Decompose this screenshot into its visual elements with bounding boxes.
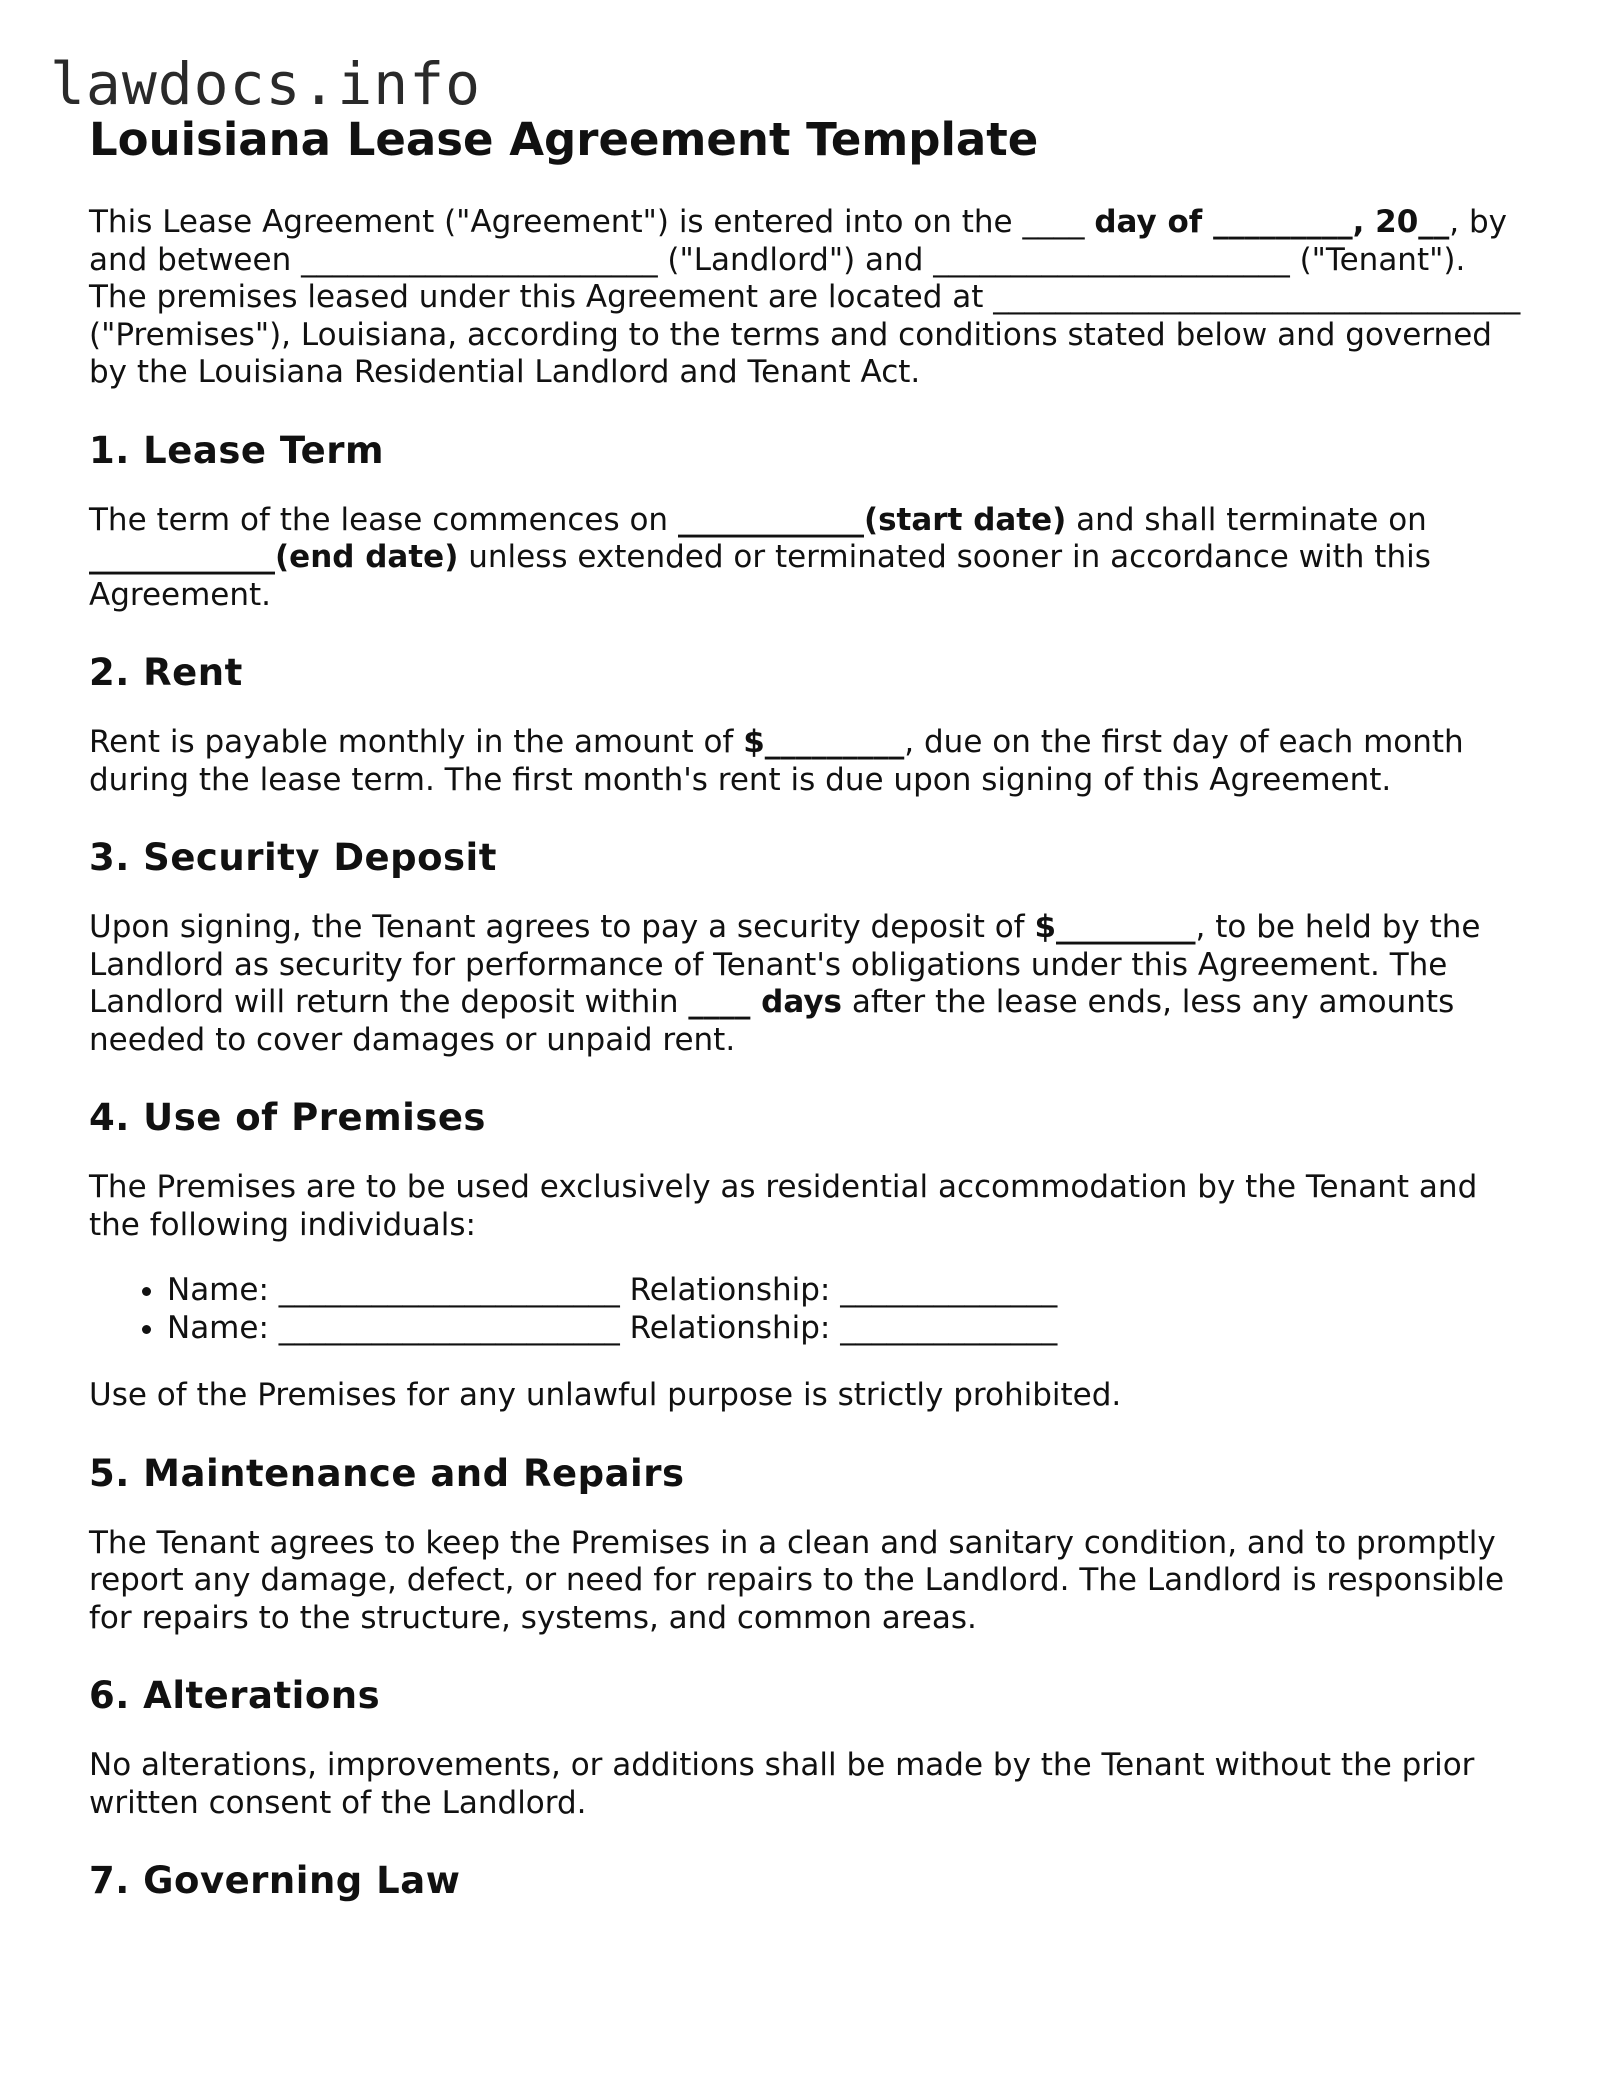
rent-text-2: , due on the first day of each month during the lease term. The first month's rent is due upon signing of this Agreement. bbox=[89, 724, 1464, 798]
occupant-list bbox=[89, 1272, 1529, 1347]
deposit-paragraph bbox=[89, 909, 1529, 1059]
use-paragraph: The Premises are to be used exclusively as residential accommodation by the Tenant and the following individuals: bbox=[89, 1169, 1478, 1243]
intro-text-1: This Lease Agreement ("Agreement") is entered into on the ____ bbox=[89, 204, 1095, 240]
rent-heading: 2. Rent bbox=[89, 651, 243, 694]
deposit-heading: 3. Security Deposit bbox=[89, 836, 497, 879]
maintenance-paragraph: The Tenant agrees to keep the Premises in a clean and sanitary condition, and to promptly report any damage, defect, or need for repairs to the Landlord. The Landlord is responsible for repairs to the structure, systems, and common areas. bbox=[89, 1524, 1505, 1636]
list-item: • Name: ______________________ Relationship: ______________ bbox=[167, 1272, 1529, 1310]
deposit-text-1: Upon signing, the Tenant agrees to pay a security deposit of bbox=[89, 909, 1035, 945]
governing-law-heading: 7. Governing Law bbox=[89, 1859, 461, 1902]
intro-text-2: , by and between _______________________ ("Landlord") and _______________________ ("Tenant"). The premises leased under this Agreement are located at __________________________________ ("Premises"), Louisiana, according to the terms and conditions stated below and governed by the Louisiana Residential Landlord and Tenant Act. bbox=[89, 204, 1521, 390]
intro-date-blank: day of _________, 20__ bbox=[1094, 204, 1450, 240]
lease-term-text-3: unless extended or terminated sooner in accordance with this Agreement. bbox=[89, 539, 1431, 613]
rent-text-1: Rent is payable monthly in the amount of bbox=[89, 724, 744, 760]
use-restriction-paragraph: Use of the Premises for any unlawful purpose is strictly prohibited. bbox=[89, 1377, 1122, 1413]
use-heading: 4. Use of Premises bbox=[89, 1096, 486, 1139]
deposit-text-2: , to be held by the Landlord as security for performance of Tenant's obligations under this Agreement. The Landlord will return the deposit within bbox=[89, 909, 1481, 1020]
document-body bbox=[89, 112, 1529, 1904]
alterations-heading: 6. Alterations bbox=[89, 1674, 381, 1717]
rent-paragraph bbox=[89, 724, 1529, 799]
lease-term-text-1: The term of the lease commences on bbox=[89, 501, 678, 538]
lease-term-paragraph bbox=[89, 502, 1529, 615]
rent-amount-blank: $_________ bbox=[743, 724, 905, 760]
start-date-blank: ____________(start date) bbox=[677, 501, 1067, 538]
deposit-days-blank: ____ days bbox=[688, 984, 842, 1020]
deposit-text-3: after the lease ends, less any amounts needed to cover damages or unpaid rent. bbox=[89, 984, 1455, 1058]
lease-term-text-2: and shall terminate on bbox=[1066, 501, 1427, 538]
site-watermark: lawdocs.info bbox=[50, 50, 482, 118]
maintenance-heading: 5. Maintenance and Repairs bbox=[89, 1451, 685, 1495]
deposit-amount-blank: $_________ bbox=[1034, 909, 1196, 945]
end-date-blank: ____________(end date) bbox=[89, 539, 459, 575]
list-item: • Name: ______________________ Relationship: ______________ bbox=[167, 1310, 1529, 1348]
intro-paragraph bbox=[89, 204, 1529, 392]
alterations-paragraph: No alterations, improvements, or additions shall be made by the Tenant without the prior written consent of the Landlord. bbox=[89, 1747, 1475, 1821]
lease-term-heading: 1. Lease Term bbox=[89, 428, 385, 472]
document-title: Louisiana Lease Agreement Template bbox=[89, 113, 1039, 166]
